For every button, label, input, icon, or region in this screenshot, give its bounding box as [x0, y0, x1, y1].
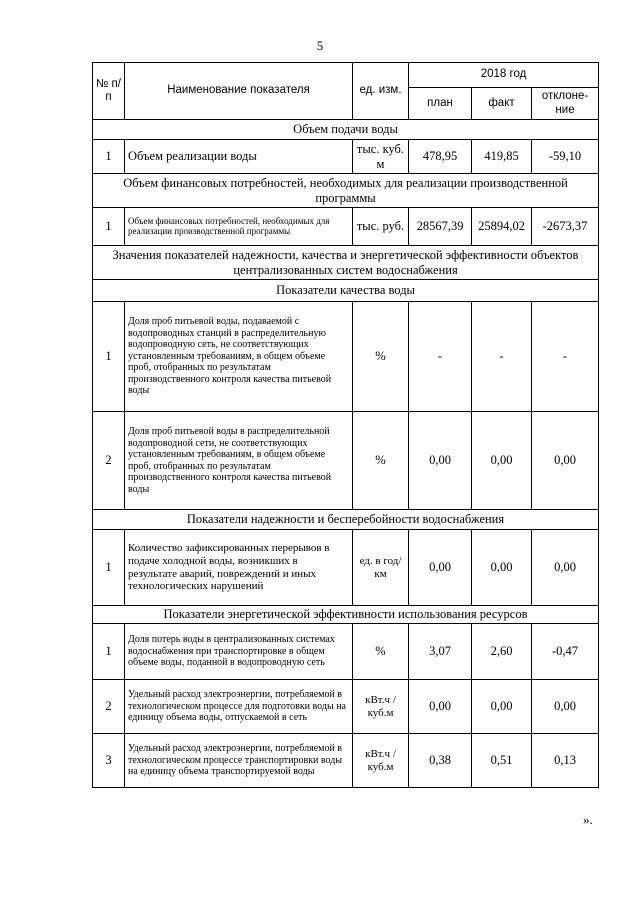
section-row	[93, 120, 599, 140]
row-plan: 0,00	[409, 530, 472, 606]
row-unit: %	[353, 624, 409, 680]
col-dev-header: отклоне-ние	[532, 88, 599, 120]
row-fact: 0,00	[472, 680, 532, 734]
section-finance: Объем финансовых потребностей, необходимых для реализации производственной программы	[93, 174, 599, 208]
row-fact: 0,51	[472, 734, 532, 788]
row-dev: -2673,37	[532, 208, 599, 246]
row-dev: -0,47	[532, 624, 599, 680]
row-dev: 0,13	[532, 734, 599, 788]
section-row	[93, 510, 599, 530]
section-energy: Показатели энергетической эффективности использования ресурсов	[93, 606, 599, 624]
row-name: Количество зафиксированных перерывов в подаче холодной воды, возникших в результате аварий, повреждений и иных технологических нарушений	[125, 530, 353, 606]
col-fact-header: факт	[472, 88, 532, 120]
table-row	[93, 412, 599, 510]
section-indicators: Значения показателей надежности, качества и энергетической эффективности объектов централизованных систем водоснабжения	[93, 246, 599, 280]
row-num: 3	[93, 734, 125, 788]
row-unit: кВт.ч / куб.м	[353, 680, 409, 734]
row-dev: 0,00	[532, 412, 599, 510]
table-row	[93, 680, 599, 734]
row-name: Доля потерь воды в централизованных системах водоснабжения при транспортировке в общем объеме воды, поданной в водопроводную сеть	[125, 624, 353, 680]
row-num: 1	[93, 208, 125, 246]
row-plan: 0,38	[409, 734, 472, 788]
section-row	[93, 246, 599, 280]
table-row	[93, 530, 599, 606]
row-unit: кВт.ч / куб.м	[353, 734, 409, 788]
row-name: Удельный расход электроэнергии, потребляемой в технологическом процессе транспортировки воды на единицу объема транспортируемой воды	[125, 734, 353, 788]
section-supply-volume: Объем подачи воды	[93, 120, 599, 140]
row-num: 1	[93, 140, 125, 174]
section-row	[93, 606, 599, 624]
row-unit: %	[353, 302, 409, 412]
row-fact: 0,00	[472, 530, 532, 606]
row-plan: 478,95	[409, 140, 472, 174]
row-unit: ед. в год/ км	[353, 530, 409, 606]
closing-quote: ».	[583, 812, 593, 827]
row-dev: 0,00	[532, 530, 599, 606]
col-name-header: Наименование показателя	[125, 63, 353, 120]
table-row	[93, 208, 599, 246]
page-number: 5	[316, 38, 324, 53]
header-row	[93, 63, 599, 88]
row-dev: -	[532, 302, 599, 412]
row-num: 1	[93, 530, 125, 606]
row-name: Доля проб питьевой воды, подаваемой с водопроводных станций в распределительную водопроводную сеть, не соответствующих установленным требованиям, в общем объеме проб, отобранных по результатам производственного контроля качества питьевой воды	[125, 302, 353, 412]
table-row	[93, 734, 599, 788]
row-unit: тыс. руб.	[353, 208, 409, 246]
section-row	[93, 280, 599, 302]
row-num: 2	[93, 412, 125, 510]
row-plan: 0,00	[409, 412, 472, 510]
row-unit: тыс. куб. м	[353, 140, 409, 174]
row-dev: 0,00	[532, 680, 599, 734]
row-fact: 0,00	[472, 412, 532, 510]
table-row	[93, 624, 599, 680]
row-plan: -	[409, 302, 472, 412]
row-plan: 0,00	[409, 680, 472, 734]
row-dev: -59,10	[532, 140, 599, 174]
row-unit: %	[353, 412, 409, 510]
row-fact: 419,85	[472, 140, 532, 174]
col-unit-header: ед. изм.	[353, 63, 409, 120]
row-name: Объем реализации воды	[125, 140, 353, 174]
row-plan: 28567,39	[409, 208, 472, 246]
row-fact: 2,60	[472, 624, 532, 680]
row-fact: 25894,02	[472, 208, 532, 246]
col-num-header: № п/п	[93, 63, 125, 120]
row-fact: -	[472, 302, 532, 412]
table-row	[93, 140, 599, 174]
section-reliability: Показатели надежности и бесперебойности водоснабжения	[93, 510, 599, 530]
row-num: 2	[93, 680, 125, 734]
row-name: Удельный расход электроэнергии, потребляемой в технологическом процессе для подготовки воды на единицу объема воды, отпускаемой в сеть	[125, 680, 353, 734]
row-num: 1	[93, 302, 125, 412]
row-name: Доля проб питьевой воды в распределительной водопроводной сети, не соответствующих установленным требованиям, в общем объеме проб, отобранных по результатам производственного контроля качества питьевой воды	[125, 412, 353, 510]
table-row	[93, 302, 599, 412]
section-quality: Показатели качества воды	[93, 280, 599, 302]
row-name: Объем финансовых потребностей, необходимых для реализации производственной программы	[125, 208, 353, 246]
row-num: 1	[93, 624, 125, 680]
row-plan: 3,07	[409, 624, 472, 680]
year-header: 2018 год	[409, 63, 599, 88]
indicators-table	[92, 62, 599, 788]
col-plan-header: план	[409, 88, 472, 120]
section-row	[93, 174, 599, 208]
